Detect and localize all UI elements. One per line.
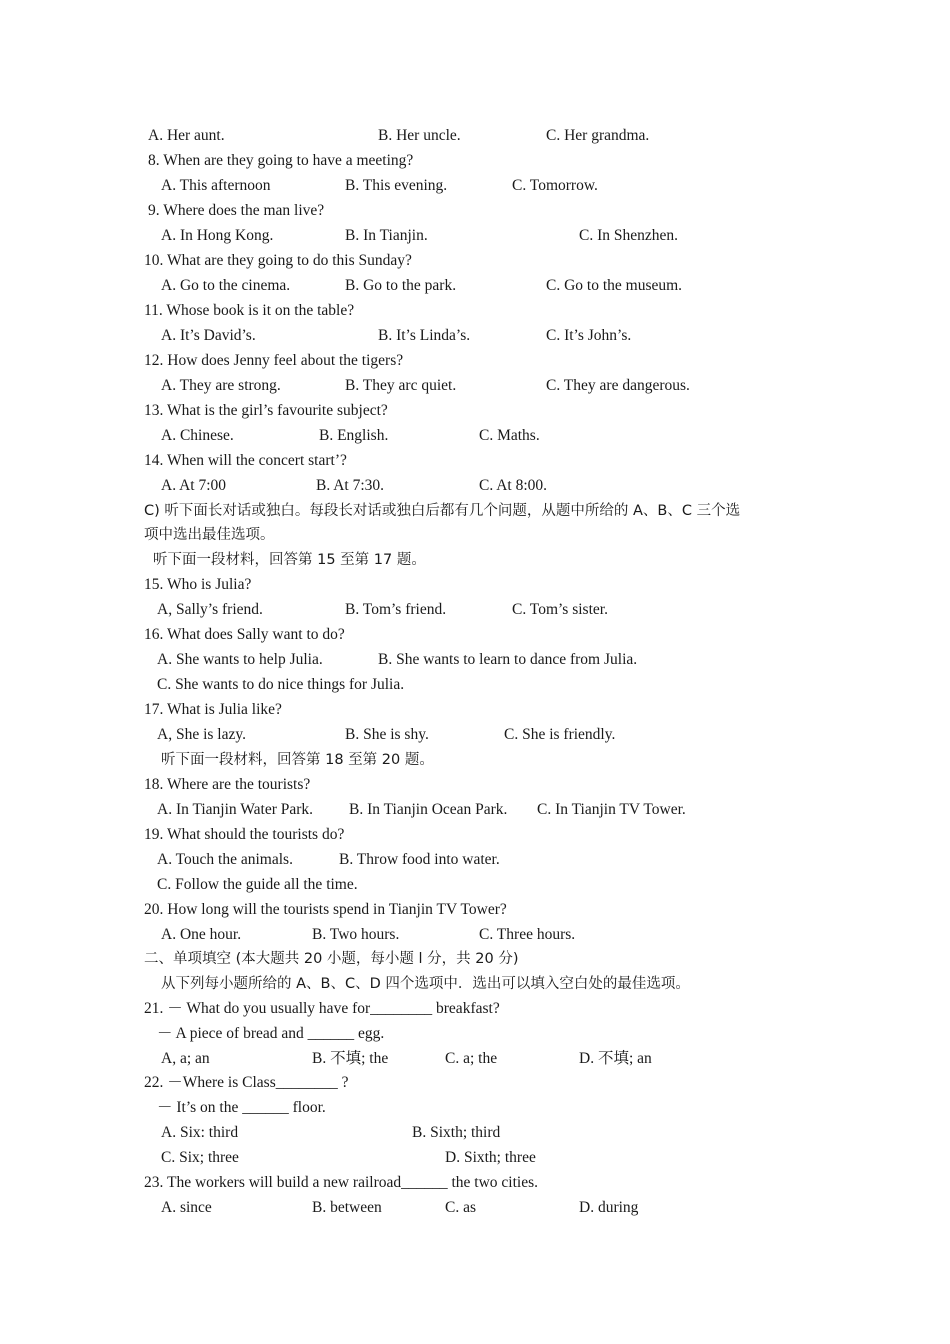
q15-stem: 15. Who is Julia? <box>144 576 252 593</box>
section-c-subinstruction-2: 听下面一段材料，回答第 18 至第 20 题。 <box>161 752 434 768</box>
q19-stem: 19. What should the tourists do? <box>144 826 345 843</box>
q22-option-a: A. Six: third <box>161 1124 239 1141</box>
q18-option-a: A. In Tianjin Water Park. <box>157 801 314 818</box>
q21-reply: － A piece of bread and ______ egg. <box>157 1025 385 1042</box>
q14-option-a: A. At 7:00 <box>161 477 227 494</box>
part-two-title: 二、单项填空 (本大题共 20 小题，每小题 l 分，共 20 分) <box>144 951 519 967</box>
q20-option-a: A. One hour. <box>161 926 242 943</box>
q14-option-b: B. At 7:30. <box>316 477 385 494</box>
q15-option-a: A, Sally’s friend. <box>157 601 263 618</box>
section-c-instruction: C) 听下面长对话或独白。每段长对话或独白后都有几个问题，从题中所给的 A、B、C 三个选 <box>144 503 741 519</box>
q22-option-d: D. Sixth; three <box>445 1149 536 1166</box>
part-two-instruction: 从下列每小题所给的 A、B、C、D 四个选项中．选出可以填入空白处的最佳选项。 <box>161 976 690 992</box>
q12-option-a: A. They are strong. <box>161 377 281 394</box>
q18-option-b: B. In Tianjin Ocean Park. <box>349 801 508 818</box>
q11-stem: 11. Whose book is it on the table? <box>144 302 355 319</box>
q21-option-c: C. a; the <box>445 1050 498 1067</box>
q16-stem: 16. What does Sally want to do? <box>144 626 345 643</box>
q17-option-a: A, She is lazy. <box>157 726 246 743</box>
q17-stem: 17. What is Julia like? <box>144 701 282 718</box>
q22-option-b: B. Sixth; third <box>412 1124 501 1141</box>
q23-stem: 23. The workers will build a new railroad______ the two cities. <box>144 1174 539 1191</box>
q9-option-a: A. In Hong Kong. <box>161 227 274 244</box>
q20-option-c: C. Three hours. <box>479 926 576 943</box>
q23-option-a: A. since <box>161 1199 212 1216</box>
q12-stem: 12. How does Jenny feel about the tigers? <box>144 352 404 369</box>
section-c-instruction-cont: 项中选出最佳选项。 <box>144 527 275 543</box>
q8-option-a: A. This afternoon <box>161 177 271 194</box>
q13-option-a: A. Chinese. <box>161 427 234 444</box>
q22-reply: － It’s on the ______ floor. <box>157 1099 326 1116</box>
section-c-subinstruction-1: 听下面一段材料，回答第 15 至第 17 题。 <box>153 552 426 568</box>
q18-option-c: C. In Tianjin TV Tower. <box>537 801 686 818</box>
q7-option-c: C. Her grandma. <box>546 127 650 144</box>
q21-stem: 21. － What do you usually have for________ breakfast? <box>144 1000 500 1017</box>
q11-option-c: C. It’s John’s. <box>546 327 632 344</box>
q10-option-a: A. Go to the cinema. <box>161 277 291 294</box>
q14-option-c: C. At 8:00. <box>479 477 548 494</box>
q8-option-c: C. Tomorrow. <box>512 177 598 194</box>
q20-stem: 20. How long will the tourists spend in Tianjin TV Tower? <box>144 901 507 918</box>
q21-option-b: B. 不填; the <box>312 1050 389 1067</box>
q9-option-c: C. In Shenzhen. <box>579 227 679 244</box>
q12-option-b: B. They arc quiet. <box>345 377 457 394</box>
q22-stem: 22. －Where is Class________ ? <box>144 1074 349 1091</box>
q8-stem: 8. When are they going to have a meeting? <box>148 152 414 169</box>
q15-option-c: C. Tom’s sister. <box>512 601 608 618</box>
q19-option-b: B. Throw food into water. <box>339 851 500 868</box>
q12-option-c: C. They are dangerous. <box>546 377 690 394</box>
q7-option-a: A. Her aunt. <box>148 127 225 144</box>
q8-option-b: B. This evening. <box>345 177 448 194</box>
q16-option-c: C. She wants to do nice things for Julia. <box>157 676 405 693</box>
q16-option-a: A. She wants to help Julia. <box>157 651 323 668</box>
q17-option-b: B. She is shy. <box>345 726 429 743</box>
q14-stem: 14. When will the concert start’? <box>144 452 347 469</box>
q21-option-d: D. 不填; an <box>579 1050 652 1067</box>
q20-option-b: B. Two hours. <box>312 926 400 943</box>
q13-option-c: C. Maths. <box>479 427 540 444</box>
q10-stem: 10. What are they going to do this Sunday? <box>144 252 412 269</box>
q11-option-b: B. It’s Linda’s. <box>378 327 471 344</box>
q23-option-b: B. between <box>312 1199 382 1216</box>
q23-option-c: C. as <box>445 1199 476 1216</box>
q11-option-a: A. It’s David’s. <box>161 327 256 344</box>
q15-option-b: B. Tom’s friend. <box>345 601 447 618</box>
q21-option-a: A, a; an <box>161 1050 210 1067</box>
q13-stem: 13. What is the girl’s favourite subject? <box>144 402 388 419</box>
q9-option-b: B. In Tianjin. <box>345 227 428 244</box>
q22-option-c: C. Six; three <box>161 1149 239 1166</box>
q23-option-d: D. during <box>579 1199 639 1216</box>
q18-stem: 18. Where are the tourists? <box>144 776 311 793</box>
q19-option-a: A. Touch the animals. <box>157 851 293 868</box>
q13-option-b: B. English. <box>319 427 389 444</box>
q17-option-c: C. She is friendly. <box>504 726 616 743</box>
q7-option-b: B. Her uncle. <box>378 127 461 144</box>
q9-stem: 9. Where does the man live? <box>148 202 325 219</box>
q19-option-c: C. Follow the guide all the time. <box>157 876 358 893</box>
q10-option-b: B. Go to the park. <box>345 277 457 294</box>
q10-option-c: C. Go to the museum. <box>546 277 683 294</box>
q16-option-b: B. She wants to learn to dance from Julia. <box>378 651 638 668</box>
